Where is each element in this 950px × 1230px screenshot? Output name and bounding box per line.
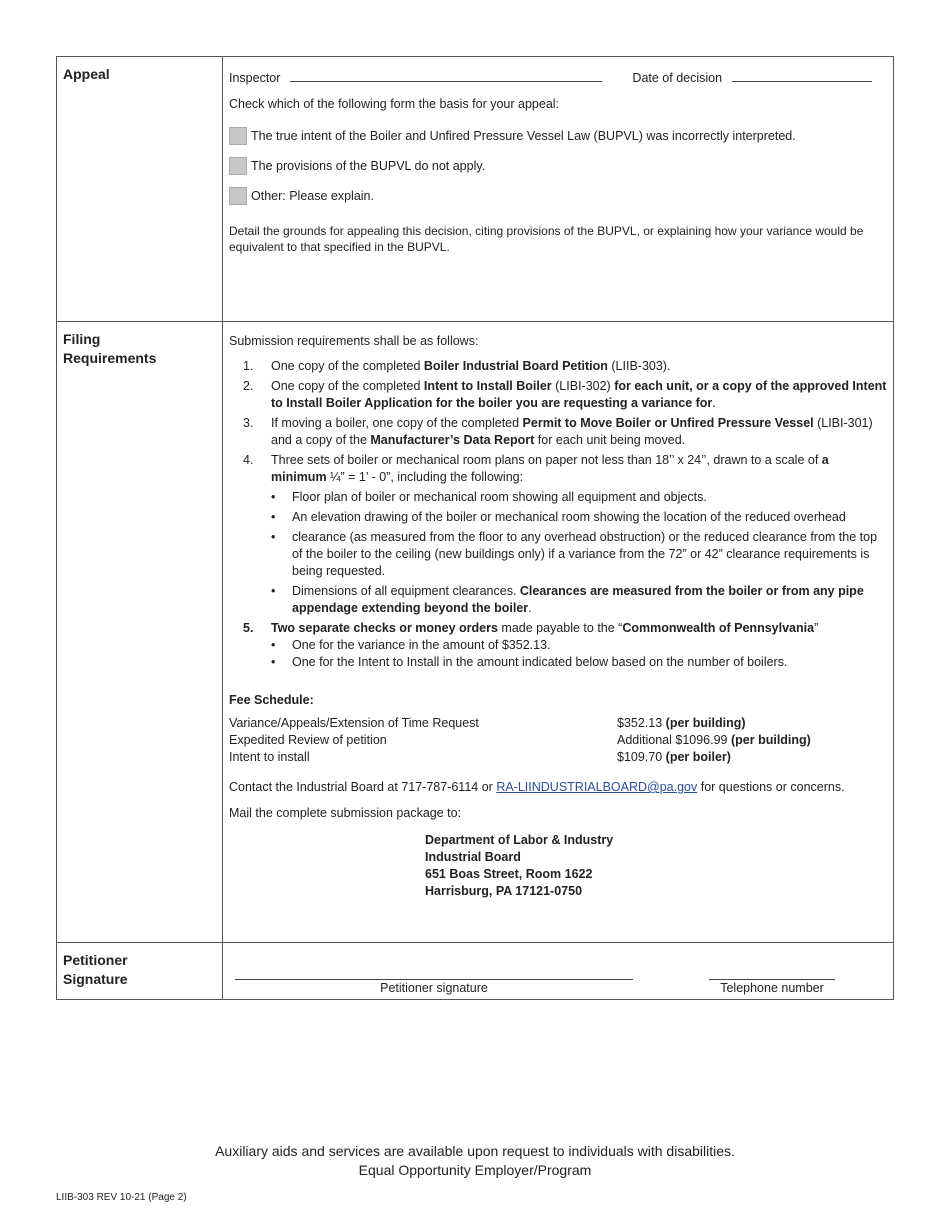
filing-section xyxy=(57,321,893,942)
form-number: LIIB-303 REV 10-21 (Page 2) xyxy=(56,1192,187,1203)
option-label: Other: Please explain. xyxy=(251,189,374,203)
fee-table xyxy=(229,715,887,766)
accessibility-notice: Auxiliary aids and services are available upon request to individuals with disabilities. xyxy=(215,1143,735,1159)
fee-row: Expedited Review of petition Additional $1096.99 (per building) xyxy=(229,733,811,747)
signature-section xyxy=(57,942,893,999)
requirement-item: 3. If moving a boiler, one copy of the completed Permit to Move Boiler or Unfired Pressure Vessel (LIBI-301) and a copy of the Manufacturer’s Data Report for each unit being moved. xyxy=(243,416,873,447)
date-of-decision-label: Date of decision xyxy=(632,71,723,85)
signature-label xyxy=(57,943,223,999)
telephone-caption: Telephone number xyxy=(720,981,824,995)
fee-row: Variance/Appeals/Extension of Time Request $352.13 (per building) xyxy=(229,716,746,730)
appeal-label: Appeal xyxy=(57,57,223,321)
contact-email-link[interactable]: RA-LIINDUSTRIALBOARD@pa.gov xyxy=(496,780,698,794)
option-not-apply xyxy=(229,157,887,175)
appeal-section xyxy=(57,57,893,321)
signature-label-text: Petitioner Signature xyxy=(63,952,128,987)
contact-line: Contact the Industrial Board at 717-787-6114 or RA-LIINDUSTRIALBOARD@pa.gov for questions or concerns. xyxy=(229,780,845,794)
checkbox-other[interactable] xyxy=(229,187,247,205)
plan-sub-item: • An elevation drawing of the boiler or mechanical room showing the location of the reduced overhead xyxy=(271,510,846,524)
fee-schedule-title: Fee Schedule: xyxy=(229,693,314,707)
requirement-item: 1. One copy of the completed Boiler Industrial Board Petition (LIIB-303). xyxy=(243,359,671,373)
appeal-detail-area[interactable] xyxy=(229,255,887,313)
requirement-item: 5. Two separate checks or money orders made payable to the “Commonwealth of Pennsylvania” xyxy=(243,621,819,635)
plan-sub-item: • clearance (as measured from the floor to any overhead obstruction) or the reduced clearance from the top of the boiler to the ceiling (new buildings only) if a variance from the 72” or 42” clearance requirements is being requested. xyxy=(271,530,878,578)
equal-opportunity-notice: Equal Opportunity Employer/Program xyxy=(358,1162,592,1178)
date-of-decision-field[interactable] xyxy=(732,69,872,82)
plan-sub-item: • Dimensions of all equipment clearances. Clearances are measured from the boiler or from any pipe appendage extending beyond the boiler. xyxy=(271,584,864,615)
filing-intro: Submission requirements shall be as follows: xyxy=(229,334,479,348)
mail-prompt: Mail the complete submission package to: xyxy=(229,806,462,820)
option-label: The true intent of the Boiler and Unfired Pressure Vessel Law (BUPVL) was incorrectly interpreted. xyxy=(251,129,796,143)
option-label: The provisions of the BUPVL do not apply. xyxy=(251,159,486,173)
checkbox-not-apply[interactable] xyxy=(229,157,247,175)
option-other xyxy=(229,187,887,205)
inspector-label: Inspector xyxy=(229,71,281,85)
option-intent xyxy=(229,127,887,145)
checkbox-intent[interactable] xyxy=(229,127,247,145)
filing-label xyxy=(57,322,223,942)
signature-caption: Petitioner signature xyxy=(380,981,488,995)
petitioner-signature-field[interactable] xyxy=(235,979,633,995)
check-sub-item: • One for the Intent to Install in the amount indicated below based on the number of boilers. xyxy=(271,655,788,669)
check-sub-item: • One for the variance in the amount of $352.13. xyxy=(271,638,551,652)
filing-label-text: Filing Requirements xyxy=(63,331,157,366)
fee-row: Intent to install $109.70 (per boiler) xyxy=(229,750,731,764)
telephone-number-field[interactable] xyxy=(709,979,835,995)
plan-sub-item: • Floor plan of boiler or mechanical room showing all equipment and objects. xyxy=(271,490,707,504)
check-prompt: Check which of the following form the basis for your appeal: xyxy=(229,97,560,111)
appeal-detail-instructions: Detail the grounds for appealing this decision, citing provisions of the BUPVL, or explaining how your variance would be equivalent to that specified in the BUPVL. xyxy=(229,224,864,254)
petition-form xyxy=(56,56,894,1000)
inspector-field[interactable] xyxy=(290,69,602,82)
requirement-item: 2. One copy of the completed Intent to Install Boiler (LIBI-302) for each unit, or a copy of the approved Intent to Install Boiler Application for the boiler you are requesting a variance for. xyxy=(243,379,887,410)
requirement-item: 4. Three sets of boiler or mechanical room plans on paper not less than 18’’ x 24’’, drawn to a scale of a minimum ¼” = 1’ - 0”, including the following: xyxy=(243,453,829,484)
mailing-address: Department of Labor & Industry Industrial Board 651 Boas Street, Room 1622 Harrisburg, PA 17121-0750 xyxy=(425,833,614,898)
